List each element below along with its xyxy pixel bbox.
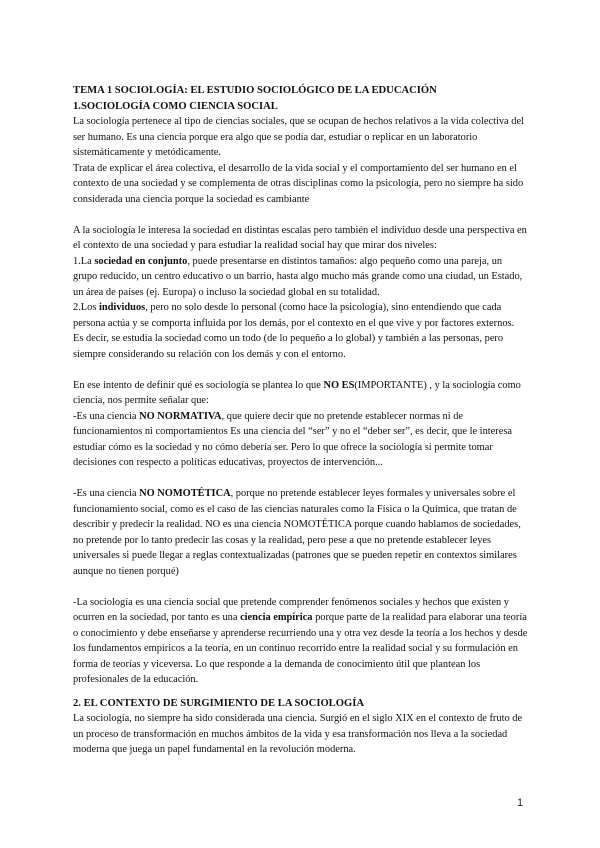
paragraph: A la sociología le interesa la sociedad en distintas escalas pero también el individuo desde una perspectiva en el contexto de una sociedad y para estudiar la realidad social hay que mirar dos niveles:: [73, 224, 527, 251]
list-item: 2.Los individuos, pero no solo desde lo personal (como hace la psicología), sino entendiendo que cada persona actúa y se comporta influida por los demás, por el contexto en el que vive y por factores externos.: [73, 302, 515, 329]
paragraph: La sociología, no siempre ha sido considerada una ciencia. Surgió en el siglo XIX en el contexto de fruto de un proceso de transformación en muchos ámbitos de la vida y esa transformación nos lleva a la sociedad moderna que juega un papel fundamental en la revolución moderna.: [73, 713, 523, 755]
paragraph: La sociología pertenece al tipo de ciencias sociales, que se ocupan de hechos relativos a la vida colectiva del ser humano. Es una ciencia porque era algo que se podía dar, estudiar o replicar en un laboratorio sistemáticamente y metódicamente.: [73, 116, 524, 158]
section-title: TEMA 1 SOCIOLOGÍA: EL ESTUDIO SOCIOLÓGICO DE LA EDUCACIÓN: [73, 85, 437, 96]
subsection-title: 1.SOCIOLOGÍA COMO CIENCIA SOCIAL: [73, 100, 278, 112]
paragraph: Trata de explicar el área colectiva, el desarrollo de la vida social y el comportamiento del ser humano en el contexto de una sociedad y se complementa de otras disciplinas como la psicología, pero no siempre ha sido considerada una ciencia porque la sociedad es cambiante: [73, 162, 524, 205]
paragraph: En ese intento de definir qué es sociología se plantea lo que NO ES(IMPORTANTE) , y la sociología como ciencia, nos permite señalar que:: [73, 379, 521, 406]
document-page: [73, 83, 528, 758]
list-item: -Es una ciencia NO NORMATIVA, que quiere decir que no pretende establecer normas ni de funcionamientos ni comportamientos Es una ciencia del “ser” y no el “deber ser”, es decir, que le interesa estudiar cómo es la sociedad y no cómo debería ser. Pero lo que ofrece la sociología si permite tomar decisiones con respecto a políticas educativas, proyectos de intervención...: [73, 410, 512, 468]
page-number: 1: [517, 797, 524, 809]
section-title: 2. EL CONTEXTO DE SURGIMIENTO DE LA SOCIOLOGÍA: [73, 697, 365, 709]
paragraph: Es decir, se estudia la sociedad como un todo (de lo pequeño a lo global) y también a las personas, pero siempre considerando su relación con los demás y con el entorno.: [73, 333, 504, 360]
list-item: 1.La sociedad en conjunto, puede presentarse en distintos tamaños: algo pequeño como una pareja, un grupo reducido, un centro educativo o un barrio, hasta algo mucho más grande como una ciudad, un Estado, un área de países (ej. Europa) o incluso la sociedad global en su totalidad.: [73, 255, 523, 298]
list-item: -Es una ciencia NO NOMOTÉTICA, porque no pretende establecer leyes formales y universales sobre el funcionamiento social, como es el caso de las ciencias naturales como la Física o la Química, que tratan de describir y predecir la realidad. NO es una ciencia NOMOTÉTICA porque cuando hablamos de sociedades, no pretende por lo tanto predecir las cosas y la realidad, pero pese a que no pretende establecer leyes universales si puede llegar a reglas contextualizadas (patrones que se pueden repetir en contextos similares aunque no tienen porqué): [73, 488, 521, 577]
list-item: -La sociología es una ciencia social que pretende comprender fenómenos sociales y hechos que existen y ocurren en la sociedad, por tanto es una ciencia empírica porque parte de la realidad para elaborar una teoría o conocimiento y debe enseñarse y aprenderse recurriendo una y otra vez desde la teoría a los hechos y desde los fundamentos empíricos a la teoría, en un continuo recorrido entre la realidad social y su formulación en forma de teorías y viceversa. Lo que responde a la demanda de conocimiento útil que plantean los profesionales de la educación.: [73, 596, 528, 685]
